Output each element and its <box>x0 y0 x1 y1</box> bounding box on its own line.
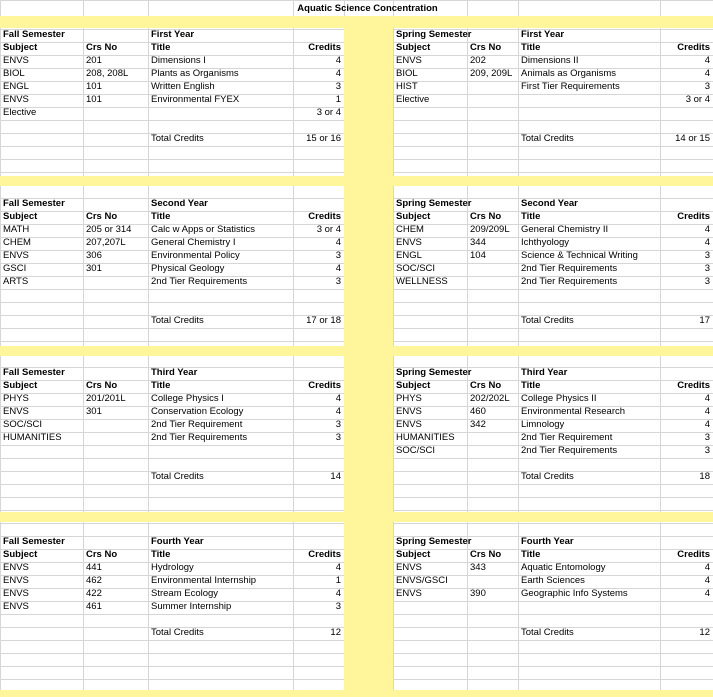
course-title[interactable]: 2nd Tier Requirements <box>521 445 618 456</box>
course-credits[interactable]: 3 <box>704 250 710 261</box>
course-credits[interactable]: 4 <box>335 237 341 248</box>
course-title[interactable]: College Physics I <box>151 393 224 404</box>
course-number[interactable]: 208, 208L <box>86 68 129 79</box>
section-band <box>0 16 713 28</box>
course-number[interactable]: 201 <box>86 55 102 66</box>
course-subject[interactable]: BIOL <box>3 68 25 79</box>
credits-header[interactable]: Credits <box>677 211 710 222</box>
crs-no-header[interactable]: Crs No <box>86 42 118 53</box>
total-credits-label[interactable]: Total Credits <box>521 471 574 482</box>
course-subject[interactable]: ENGL <box>3 81 29 92</box>
total-credits-label[interactable]: Total Credits <box>151 471 204 482</box>
title-header[interactable]: Title <box>151 380 171 391</box>
course-credits[interactable]: 4 <box>335 68 341 79</box>
total-credits-label[interactable]: Total Credits <box>521 133 574 144</box>
course-subject[interactable]: Elective <box>3 107 37 118</box>
course-credits[interactable]: 4 <box>335 263 341 274</box>
course-number[interactable]: 209/209L <box>470 224 510 235</box>
course-number[interactable] <box>467 93 518 106</box>
course-number[interactable]: 462 <box>86 575 102 586</box>
course-subject[interactable]: Elective <box>396 94 430 105</box>
course-credits[interactable]: 4 <box>335 393 341 404</box>
year-label[interactable]: Second Year <box>151 198 208 209</box>
course-number[interactable]: 460 <box>470 406 486 417</box>
course-title[interactable]: Science & Technical Writing <box>521 250 638 261</box>
course-title[interactable]: Physical Geology <box>151 263 225 274</box>
course-credits[interactable]: 3 <box>704 432 710 443</box>
course-credits[interactable]: 1 <box>335 575 341 586</box>
course-subject[interactable]: ENVS <box>3 55 29 66</box>
course-title[interactable]: Geographic Info Systems <box>521 588 628 599</box>
course-title[interactable]: College Physics II <box>521 393 597 404</box>
course-subject[interactable]: ENVS <box>396 419 422 430</box>
course-credits[interactable]: 3 <box>335 601 341 612</box>
course-title[interactable]: Animals as Organisms <box>521 68 617 79</box>
total-credits-value[interactable]: 14 <box>330 471 341 482</box>
grid-row-line <box>0 0 713 1</box>
course-subject[interactable]: MATH <box>3 224 30 235</box>
course-credits[interactable]: 4 <box>704 237 710 248</box>
course-number[interactable]: 342 <box>470 419 486 430</box>
course-subject[interactable]: ENVS <box>3 588 29 599</box>
course-credits[interactable]: 3 <box>704 276 710 287</box>
course-number[interactable]: 202/202L <box>470 393 510 404</box>
semester-label[interactable]: Fall Semester <box>3 367 65 378</box>
total-credits-label[interactable]: Total Credits <box>151 133 204 144</box>
subject-header[interactable]: Subject <box>396 380 431 391</box>
course-credits[interactable]: 3 <box>335 419 341 430</box>
subject-header[interactable]: Subject <box>3 42 38 53</box>
course-title[interactable]: Plants as Organisms <box>151 68 239 79</box>
course-subject[interactable]: PHYS <box>396 393 422 404</box>
course-number[interactable]: 344 <box>470 237 486 248</box>
section-band <box>0 176 713 186</box>
course-subject[interactable]: WELLNESS <box>396 276 448 287</box>
course-subject[interactable]: ENVS <box>396 406 422 417</box>
title-header[interactable]: Title <box>151 549 171 560</box>
credits-header[interactable]: Credits <box>308 549 341 560</box>
course-number[interactable]: 101 <box>86 81 102 92</box>
course-subject[interactable]: ENVS/GSCI <box>396 575 448 586</box>
title-header[interactable]: Title <box>521 211 541 222</box>
separator-column-band <box>344 16 393 697</box>
title-header[interactable]: Title <box>151 211 171 222</box>
course-title[interactable]: 2nd Tier Requirements <box>151 432 248 443</box>
title-header[interactable]: Title <box>521 549 541 560</box>
course-credits[interactable]: 4 <box>704 393 710 404</box>
course-credits[interactable]: 3 or 4 <box>316 107 341 118</box>
course-credits[interactable]: 3 <box>335 81 341 92</box>
course-credits[interactable]: 4 <box>335 562 341 573</box>
title-header[interactable]: Title <box>151 42 171 53</box>
crs-no-header[interactable]: Crs No <box>86 211 118 222</box>
year-label[interactable]: Third Year <box>521 367 568 378</box>
course-title[interactable]: 2nd Tier Requirement <box>521 432 613 443</box>
course-title[interactable]: First Tier Requirements <box>521 81 620 92</box>
course-subject[interactable]: ENVS <box>3 575 29 586</box>
course-subject[interactable]: CHEM <box>3 237 31 248</box>
course-number[interactable] <box>467 574 518 587</box>
course-number[interactable]: 301 <box>86 263 102 274</box>
total-credits-value[interactable]: 12 <box>699 627 710 638</box>
course-subject[interactable]: HIST <box>396 81 418 92</box>
course-credits[interactable]: 3 <box>704 445 710 456</box>
crs-no-header[interactable]: Crs No <box>470 380 502 391</box>
credits-header[interactable]: Credits <box>308 380 341 391</box>
course-title[interactable]: Hydrology <box>151 562 194 573</box>
course-subject[interactable]: GSCI <box>3 263 27 274</box>
course-title[interactable]: Summer Internship <box>151 601 232 612</box>
semester-label[interactable]: Fall Semester <box>3 536 65 547</box>
title-header[interactable]: Title <box>521 380 541 391</box>
course-credits[interactable]: 4 <box>704 55 710 66</box>
course-credits[interactable]: 4 <box>704 224 710 235</box>
course-number[interactable] <box>467 431 518 444</box>
course-title[interactable]: Dimensions I <box>151 55 206 66</box>
crs-no-header[interactable]: Crs No <box>86 380 118 391</box>
course-number[interactable] <box>467 80 518 93</box>
course-title[interactable]: Written English <box>151 81 215 92</box>
course-credits[interactable]: 4 <box>335 55 341 66</box>
course-number[interactable]: 441 <box>86 562 102 573</box>
course-number[interactable]: 207,207L <box>86 237 126 248</box>
course-title[interactable]: Dimensions II <box>521 55 579 66</box>
semester-label[interactable]: Spring Semester <box>396 367 472 378</box>
subject-header[interactable]: Subject <box>3 211 38 222</box>
course-credits[interactable]: 4 <box>704 575 710 586</box>
course-number[interactable]: 343 <box>470 562 486 573</box>
course-credits[interactable]: 4 <box>335 406 341 417</box>
course-title[interactable]: Conservation Ecology <box>151 406 244 417</box>
course-credits[interactable]: 4 <box>704 419 710 430</box>
credits-header[interactable]: Credits <box>308 42 341 53</box>
course-number[interactable] <box>83 418 148 431</box>
course-subject[interactable]: ENVS <box>396 588 422 599</box>
subject-header[interactable]: Subject <box>396 549 431 560</box>
course-credits[interactable]: 4 <box>335 588 341 599</box>
course-title[interactable]: 2nd Tier Requirements <box>521 263 618 274</box>
course-subject[interactable]: ENVS <box>3 94 29 105</box>
course-credits[interactable]: 4 <box>704 588 710 599</box>
total-credits-value[interactable]: 18 <box>699 471 710 482</box>
crs-no-header[interactable]: Crs No <box>86 549 118 560</box>
semester-label[interactable]: Fall Semester <box>3 29 65 40</box>
course-title[interactable]: Aquatic Entomology <box>521 562 606 573</box>
course-title[interactable]: Environmental Internship <box>151 575 257 586</box>
course-title[interactable]: Environmental Policy <box>151 250 240 261</box>
total-credits-label[interactable]: Total Credits <box>151 315 204 326</box>
year-label[interactable]: First Year <box>521 29 565 40</box>
course-credits[interactable]: 3 <box>704 263 710 274</box>
title-header[interactable]: Title <box>521 42 541 53</box>
course-number[interactable] <box>83 431 148 444</box>
year-label[interactable]: First Year <box>151 29 195 40</box>
course-subject[interactable]: HUMANITIES <box>396 432 455 443</box>
credits-header[interactable]: Credits <box>677 42 710 53</box>
course-title[interactable]: 2nd Tier Requirements <box>151 276 248 287</box>
course-number[interactable]: 301 <box>86 406 102 417</box>
course-number[interactable]: 205 or 314 <box>86 224 132 235</box>
course-subject[interactable]: HUMANITIES <box>3 432 62 443</box>
course-subject[interactable]: ENVS <box>3 601 29 612</box>
course-subject[interactable]: ENVS <box>396 562 422 573</box>
course-credits[interactable]: 1 <box>335 94 341 105</box>
course-number[interactable] <box>467 262 518 275</box>
course-subject[interactable]: SOC/SCI <box>3 419 43 430</box>
course-number[interactable]: 202 <box>470 55 486 66</box>
course-subject[interactable]: ENVS <box>3 406 29 417</box>
total-credits-label[interactable]: Total Credits <box>151 627 204 638</box>
section-band <box>0 512 713 522</box>
section-band <box>0 346 713 356</box>
course-number[interactable] <box>83 106 148 119</box>
course-credits[interactable]: 3 or 4 <box>316 224 341 235</box>
course-number[interactable]: 104 <box>470 250 486 261</box>
course-number[interactable] <box>467 444 518 457</box>
year-label[interactable]: Fourth Year <box>151 536 204 547</box>
crs-no-header[interactable]: Crs No <box>470 211 502 222</box>
course-title[interactable]: Stream Ecology <box>151 588 219 599</box>
total-credits-value[interactable]: 15 or 16 <box>306 133 341 144</box>
course-credits[interactable]: 3 or 4 <box>685 94 710 105</box>
course-subject[interactable]: ENVS <box>3 562 29 573</box>
course-subject[interactable]: CHEM <box>396 224 424 235</box>
semester-label[interactable]: Spring Semester <box>396 198 472 209</box>
total-credits-value[interactable]: 17 or 18 <box>306 315 341 326</box>
total-credits-label[interactable]: Total Credits <box>521 315 574 326</box>
credits-header[interactable]: Credits <box>308 211 341 222</box>
course-number[interactable] <box>467 275 518 288</box>
course-credits[interactable]: 4 <box>704 562 710 573</box>
course-number[interactable]: 201/201L <box>86 393 126 404</box>
section-band <box>0 690 713 697</box>
course-subject[interactable]: ENGL <box>396 250 422 261</box>
subject-header[interactable]: Subject <box>3 380 38 391</box>
course-subject[interactable]: BIOL <box>396 68 418 79</box>
subject-header[interactable]: Subject <box>3 549 38 560</box>
course-number[interactable]: 422 <box>86 588 102 599</box>
year-label[interactable]: Second Year <box>521 198 578 209</box>
course-number[interactable]: 101 <box>86 94 102 105</box>
course-title[interactable]: Earth Sciences <box>521 575 585 586</box>
semester-label[interactable]: Fall Semester <box>3 198 65 209</box>
course-title[interactable] <box>148 106 293 119</box>
course-title[interactable]: Environmental Research <box>521 406 626 417</box>
course-subject[interactable]: ENVS <box>396 237 422 248</box>
credits-header[interactable]: Credits <box>677 380 710 391</box>
sheet-title[interactable]: Aquatic Science Concentration <box>297 3 438 14</box>
subject-header[interactable]: Subject <box>396 42 431 53</box>
course-subject[interactable]: ENVS <box>396 55 422 66</box>
course-title[interactable]: General Chemistry I <box>151 237 236 248</box>
year-label[interactable]: Fourth Year <box>521 536 574 547</box>
course-credits[interactable]: 4 <box>704 406 710 417</box>
course-title[interactable]: General Chemistry II <box>521 224 609 235</box>
course-number[interactable]: 390 <box>470 588 486 599</box>
crs-no-header[interactable]: Crs No <box>470 42 502 53</box>
total-credits-value[interactable]: 17 <box>699 315 710 326</box>
course-credits[interactable]: 3 <box>335 250 341 261</box>
course-credits[interactable]: 3 <box>704 81 710 92</box>
course-title[interactable] <box>518 93 660 106</box>
course-credits[interactable]: 4 <box>704 68 710 79</box>
total-credits-value[interactable]: 14 or 15 <box>675 133 710 144</box>
course-credits[interactable]: 3 <box>335 432 341 443</box>
year-label[interactable]: Third Year <box>151 367 198 378</box>
semester-label[interactable]: Spring Semester <box>396 536 472 547</box>
course-number[interactable]: 461 <box>86 601 102 612</box>
course-title[interactable]: Environmental FYEX <box>151 94 240 105</box>
course-subject[interactable]: SOC/SCI <box>396 445 436 456</box>
course-subject[interactable]: ENVS <box>3 250 29 261</box>
course-title[interactable]: Ichthyology <box>521 237 570 248</box>
crs-no-header[interactable]: Crs No <box>470 549 502 560</box>
course-subject[interactable]: ARTS <box>3 276 29 287</box>
course-title[interactable]: 2nd Tier Requirements <box>521 276 618 287</box>
course-credits[interactable]: 3 <box>335 276 341 287</box>
course-number[interactable] <box>83 275 148 288</box>
course-title[interactable]: 2nd Tier Requirement <box>151 419 243 430</box>
course-subject[interactable]: PHYS <box>3 393 29 404</box>
total-credits-value[interactable]: 12 <box>330 627 341 638</box>
semester-label[interactable]: Spring Semester <box>396 29 472 40</box>
subject-header[interactable]: Subject <box>396 211 431 222</box>
total-credits-label[interactable]: Total Credits <box>521 627 574 638</box>
course-title[interactable]: Limnology <box>521 419 565 430</box>
course-subject[interactable]: SOC/SCI <box>396 263 436 274</box>
course-title[interactable]: Calc w Apps or Statistics <box>151 224 256 235</box>
course-number[interactable]: 306 <box>86 250 102 261</box>
course-number[interactable]: 209, 209L <box>470 68 513 79</box>
credits-header[interactable]: Credits <box>677 549 710 560</box>
